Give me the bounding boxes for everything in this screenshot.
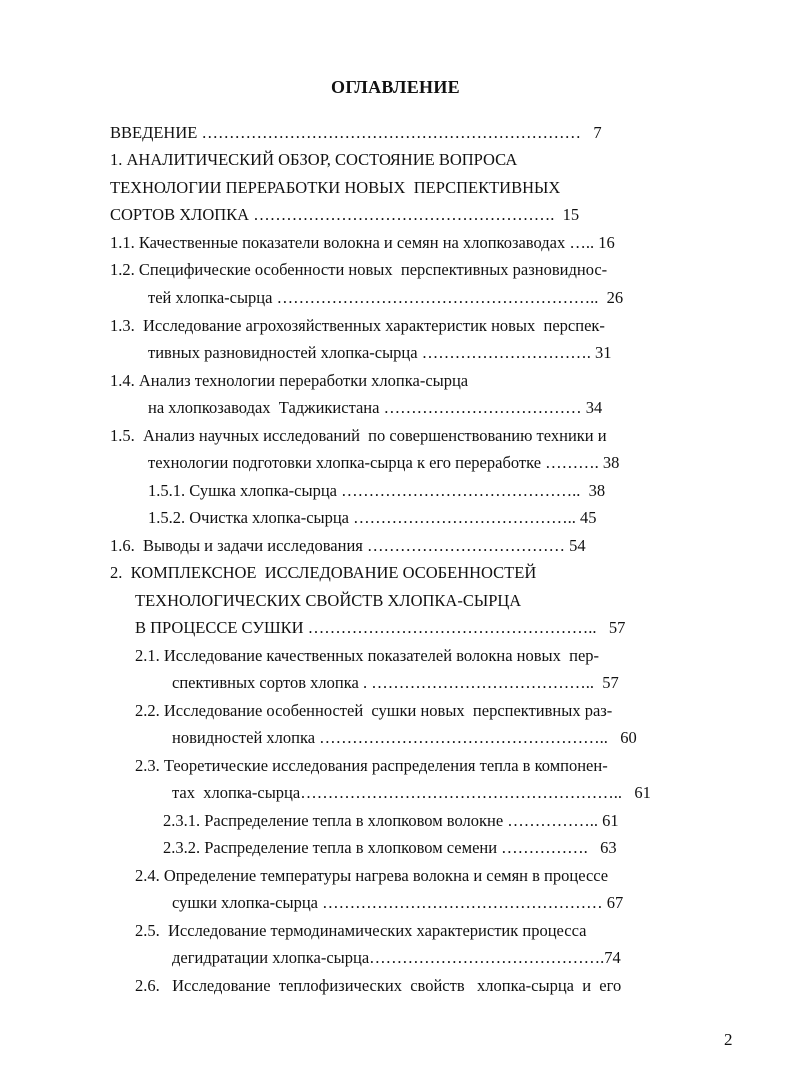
toc-entry: тах хлопка-сырца………………………………………………….. 61: [172, 783, 651, 802]
toc-entry: 2. КОМПЛЕКСНОЕ ИССЛЕДОВАНИЕ ОСОБЕННОСТЕЙ: [110, 563, 537, 582]
toc-entry: В ПРОЦЕССЕ СУШКИ …………………………………………….. 57: [135, 618, 626, 637]
toc-entry: 2.2. Исследование особенностей сушки новых перспективных раз-: [135, 701, 613, 720]
toc-entry: сушки хлопка-сырца …………………………………………… 67: [172, 893, 624, 912]
toc-entry: ТЕХНОЛОГИЧЕСКИХ СВОЙСТВ ХЛОПКА-СЫРЦА: [135, 591, 522, 610]
toc-entry: дегидратации хлопка-сырца…………………………………….74: [172, 948, 621, 967]
toc-entry: 2.3.2. Распределение тепла в хлопковом семени ……………. 63: [163, 838, 617, 857]
toc-entry: 1.1. Качественные показатели волокна и семян на хлопкозаводах ….. 16: [110, 233, 615, 252]
toc-entry: 1.4. Анализ технологии переработки хлопка-сырца: [110, 371, 469, 390]
toc-entry: спективных сортов хлопка . ………………………………….. 57: [172, 673, 619, 692]
toc-entry: на хлопкозаводах Таджикистана ……………………………… 34: [148, 398, 603, 417]
toc-entry: СОРТОВ ХЛОПКА ………………………………………………. 15: [110, 205, 580, 224]
toc-entry: 1.6. Выводы и задачи исследования ……………………………… 54: [110, 536, 586, 555]
toc-entry: 2.4. Определение температуры нагрева волокна и семян в процессе: [135, 866, 609, 885]
toc-entry: тивных разновидностей хлопка-сырца …………………………. 31: [148, 343, 612, 362]
toc-entry: 1.2. Специфические особенности новых перспективных разновиднос-: [110, 260, 608, 279]
toc-entry: 1.5.2. Очистка хлопка-сырца ………………………………….. 45: [148, 508, 597, 527]
toc-entry: 1. АНАЛИТИЧЕСКИЙ ОБЗОР, СОСТОЯНИЕ ВОПРОСА: [110, 150, 518, 169]
toc-entry: 2.3.1. Распределение тепла в хлопковом волокне …………….. 61: [163, 811, 619, 830]
toc-entry: 2.1. Исследование качественных показателей волокна новых пер-: [135, 646, 600, 665]
toc-entry: технологии подготовки хлопка-сырца к его переработке ………. 38: [148, 453, 620, 472]
toc-entry: тей хлопка-сырца ………………………………………………….. 26: [148, 288, 624, 307]
toc-entry: ВВЕДЕНИЕ …………………………………………………………… 7: [110, 123, 602, 142]
toc-entry: 2.3. Теоретические исследования распределения тепла в компонен-: [135, 756, 608, 775]
toc-entry: 2.5. Исследование термодинамических характеристик процесса: [135, 921, 587, 940]
toc-entry: 1.5.1. Сушка хлопка-сырца …………………………………….. 38: [148, 481, 606, 500]
toc-entry: ТЕХНОЛОГИИ ПЕРЕРАБОТКИ НОВЫХ ПЕРСПЕКТИВНЫХ: [110, 178, 561, 197]
toc-entry: 1.5. Анализ научных исследований по совершенствованию техники и: [110, 426, 607, 445]
toc-entry: 1.3. Исследование агрохозяйственных характеристик новых перспек-: [110, 316, 605, 335]
toc-entry: 2.6. Исследование теплофизических свойств хлопка-сырца и его: [135, 976, 622, 995]
toc-entry: новидностей хлопка …………………………………………….. 60: [172, 728, 637, 747]
page-number: 2: [724, 1030, 733, 1049]
page-title: ОГЛАВЛЕНИЕ: [331, 77, 460, 97]
